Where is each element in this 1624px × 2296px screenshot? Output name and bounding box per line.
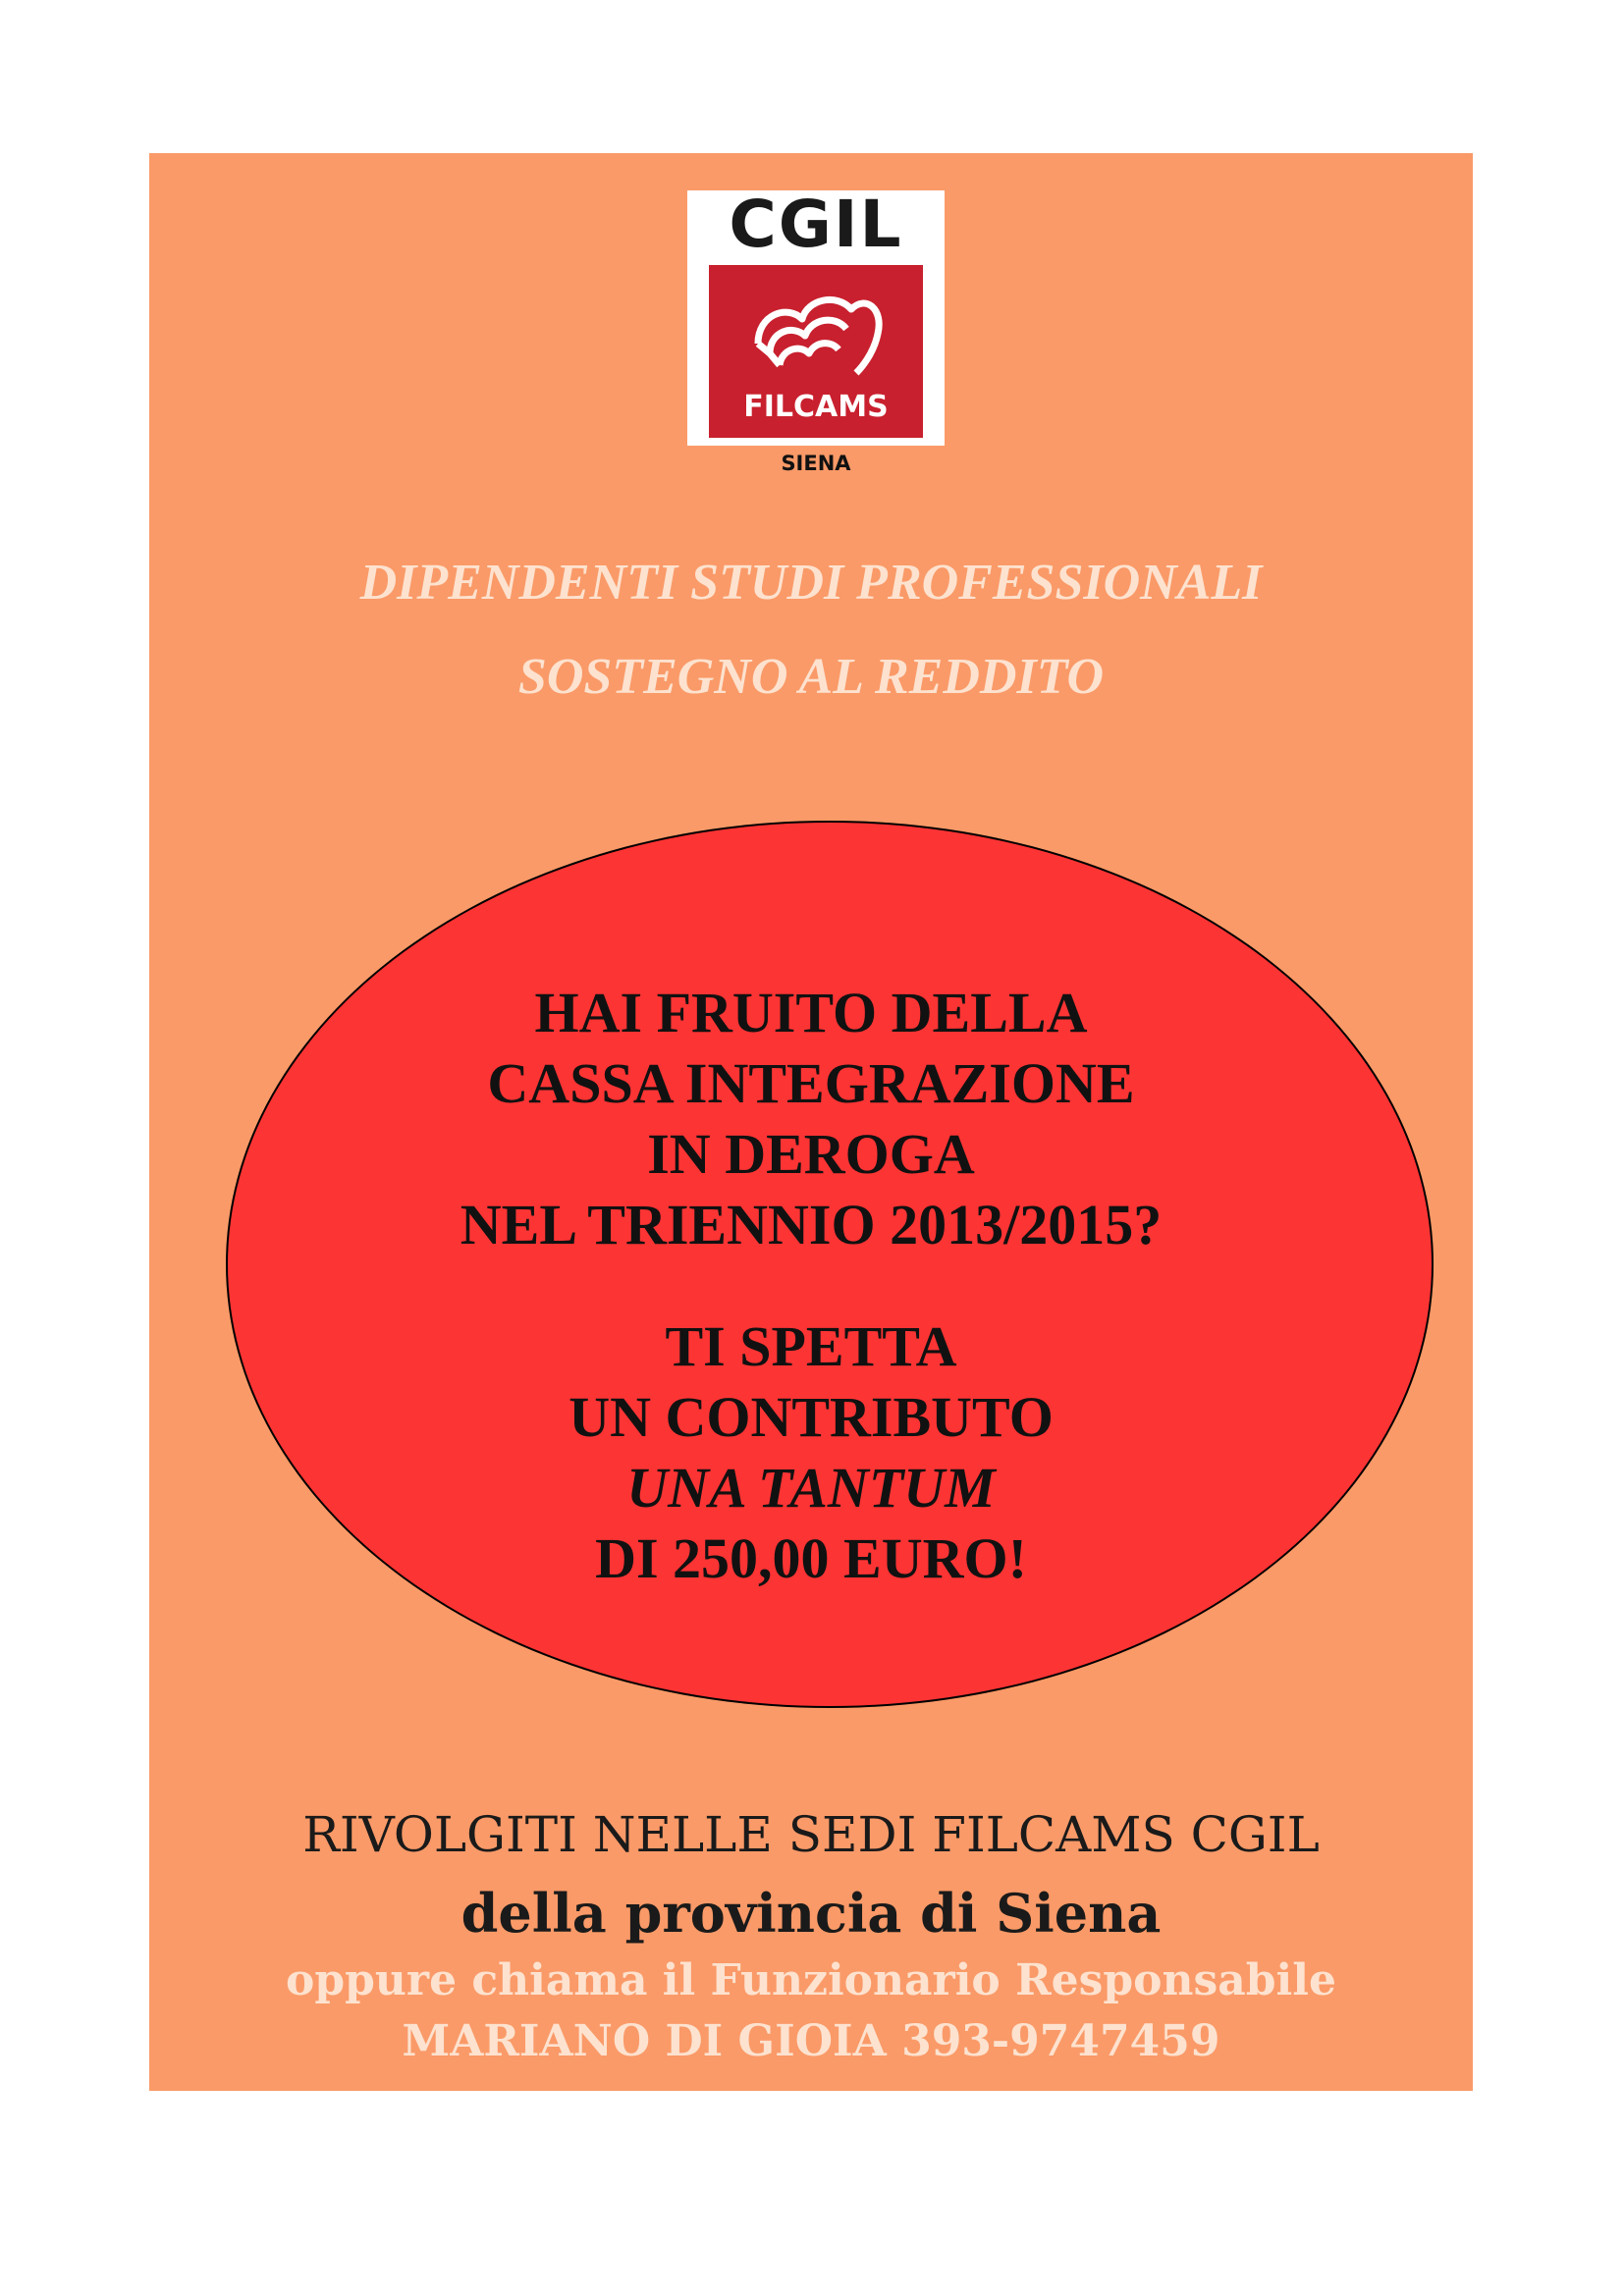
logo-city: SIENA [781, 452, 851, 475]
headline-topic: SOSTEGNO AL REDDITO [517, 649, 1105, 705]
cgil-filcams-logo [687, 187, 945, 446]
logo-red-box [709, 265, 923, 438]
question-line: CASSA INTEGRAZIONE [487, 1051, 1135, 1115]
stylized-people-icon [748, 275, 886, 383]
answer-line: UN CONTRIBUTO [568, 1385, 1054, 1449]
answer-line: TI SPETTA [665, 1314, 957, 1378]
poster [149, 153, 1473, 2091]
headline-category: DIPENDENTI STUDI PROFESSIONALI [359, 555, 1263, 611]
answer-line: DI 250,00 EURO! [595, 1526, 1027, 1590]
logo-subtitle: FILCAMS [743, 390, 889, 424]
answer-block [149, 1311, 1473, 1594]
question-line: NEL TRIENNIO 2013/2015? [460, 1193, 1163, 1256]
footer-contact-name-phone: MARIANO DI GIOIA 393-9747459 [402, 2016, 1220, 2066]
footer-province: della provincia di Siena [460, 1882, 1162, 1945]
question-block [149, 978, 1473, 1260]
logo-wordmark: CGIL [729, 187, 903, 262]
footer-contact-intro: oppure chiama il Funzionario Responsabile [286, 1955, 1336, 2005]
answer-line-italic: UNA TANTUM [626, 1456, 996, 1520]
question-line: HAI FRUITO DELLA [534, 981, 1088, 1044]
question-line: IN DEROGA [647, 1122, 975, 1186]
footer-call-to-action: RIVOLGITI NELLE SEDI FILCAMS CGIL [302, 1806, 1320, 1863]
